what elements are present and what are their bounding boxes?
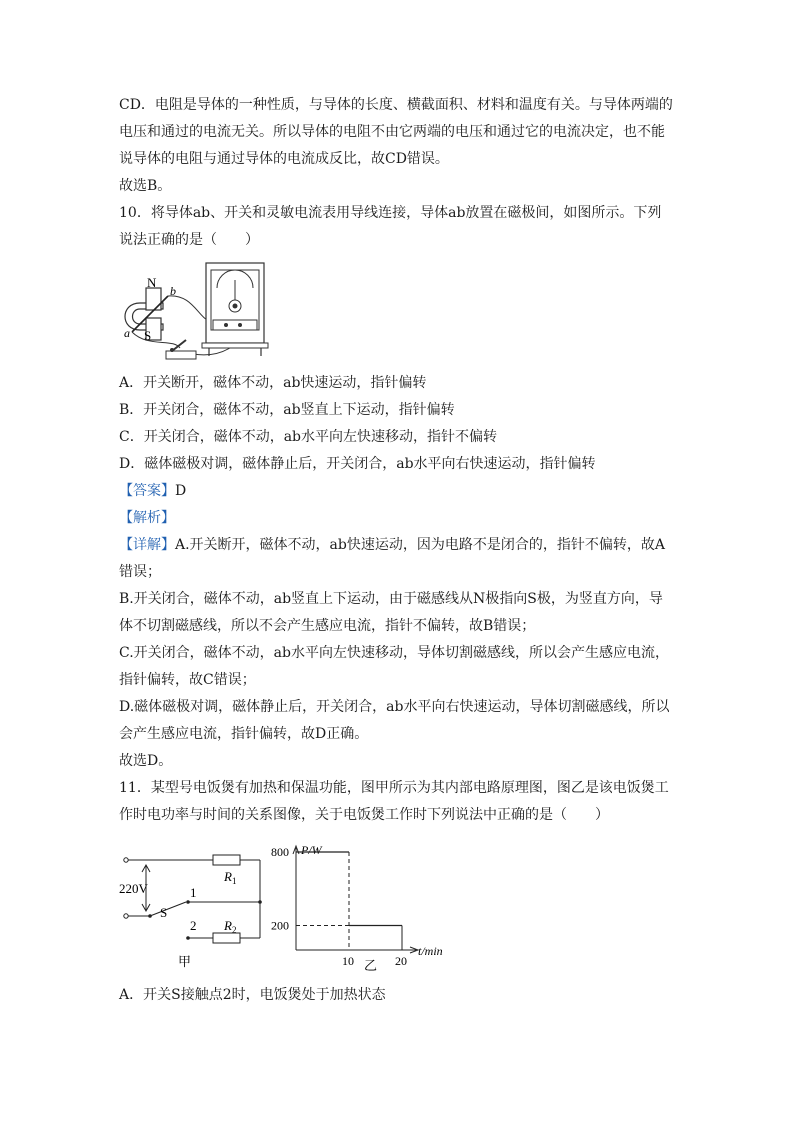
option-d: D．磁体磁极对调，磁体静止后，开关闭合，ab水平向右快速运动，指针偏转 — [119, 456, 596, 472]
x-tick-label-20: 20 — [395, 954, 407, 968]
question-10-stem: 10．将导体ab、开关和灵敏电流表用导线连接，导体ab放置在磁极间，如图所示。下列 — [119, 205, 662, 221]
option-b: B．开关闭合，磁体不动，ab竖直上下运动，指针偏转 — [119, 402, 455, 418]
detail-line: B.开关闭合，磁体不动，ab竖直上下运动，由于磁感线从N极指向S极，为竖直方向，导 — [119, 591, 663, 607]
x-axis-label: t/min — [418, 944, 443, 958]
detail-line: 指针偏转，故C错误； — [119, 672, 256, 688]
detail-line: 会产生感应电流，指针偏转，故D正确。 — [119, 726, 369, 742]
question-11-stem: 11．某型号电饭煲有加热和保温功能，图甲所示为其内部电路原理图，图乙是该电饭煲工 — [119, 780, 669, 796]
text-line: 说导体的电阻与通过导体的电流成反比，故CD错误。 — [119, 151, 449, 167]
y-tick-label-800: 800 — [271, 845, 289, 859]
contact-2-label: 2 — [190, 918, 197, 933]
answer-tag: 【答案】 — [119, 483, 175, 499]
y-tick-label-200: 200 — [271, 918, 289, 933]
conductor-b-label: b — [170, 284, 176, 298]
graph-caption: 乙 — [364, 958, 378, 973]
r1-symbol: R — [224, 869, 232, 884]
question-11-stem: 作时电功率与时间的关系图像，关于电饭煲工作时下列说法中正确的是（ ） — [119, 807, 609, 823]
detail-tag: 【详解】 — [119, 537, 175, 553]
answer-line: 故选B。 — [119, 178, 172, 194]
detail-line: 体不切割磁感线，所以不会产生感应电流，指针不偏转，故B错误； — [119, 618, 536, 634]
answer-value: D — [175, 483, 187, 499]
power-time-graph — [268, 838, 458, 973]
circuit-diagram — [118, 846, 268, 971]
answer-row — [119, 481, 186, 501]
r2-label — [223, 918, 236, 935]
detail-line: D.磁体磁极对调，磁体静止后，开关闭合，ab水平向右快速运动，导体切割磁感线，所以 — [119, 699, 670, 715]
x-tick-label-10: 10 — [342, 954, 354, 968]
r2-subscript: 2 — [231, 925, 237, 935]
circuit-caption: 甲 — [178, 954, 192, 969]
option-a: A．开关断开，磁体不动，ab快速运动，指针偏转 — [119, 375, 427, 391]
detail-text: A.开关断开，磁体不动，ab快速运动，因为电路不是闭合的，指针不偏转，故A — [175, 537, 665, 553]
detail-row — [119, 535, 665, 555]
magnet-s-label: S — [144, 328, 152, 343]
question-11-option-a: A．开关S接触点2时，电饭煲处于加热状态 — [119, 987, 386, 1003]
text-line: CD．电阻是导体的一种性质，与导体的长度、横截面积、材料和温度有关。与导体两端的 — [119, 97, 673, 113]
question-10-stem: 说法正确的是（ ） — [119, 232, 259, 248]
y-axis-label: P/W — [301, 843, 322, 857]
voltage-label: 220V — [119, 881, 148, 896]
switch-label: S — [160, 905, 168, 920]
magnet-n-label: N — [147, 275, 157, 290]
r2-symbol: R — [224, 918, 232, 933]
analysis-row — [119, 508, 175, 528]
detail-line: 错误； — [119, 564, 161, 580]
r1-label — [223, 869, 236, 886]
r1-subscript: 1 — [231, 876, 237, 886]
analysis-tag: 【解析】 — [119, 510, 175, 526]
detail-line: C.开关闭合，磁体不动，ab水平向左快速移动，导体切割磁感线，所以会产生感应电流， — [119, 645, 669, 661]
text-line: 电压和通过的电流无关。所以导体的电阻不由它两端的电压和通过它的电流决定，也不能 — [119, 124, 665, 140]
option-c: C．开关闭合，磁体不动，ab水平向左快速移动，指针不偏转 — [119, 429, 498, 445]
contact-1-label: 1 — [190, 885, 197, 900]
induction-apparatus-figure — [118, 258, 278, 368]
conclusion-line: 故选D。 — [119, 753, 173, 769]
conductor-a-label: a — [124, 326, 130, 340]
